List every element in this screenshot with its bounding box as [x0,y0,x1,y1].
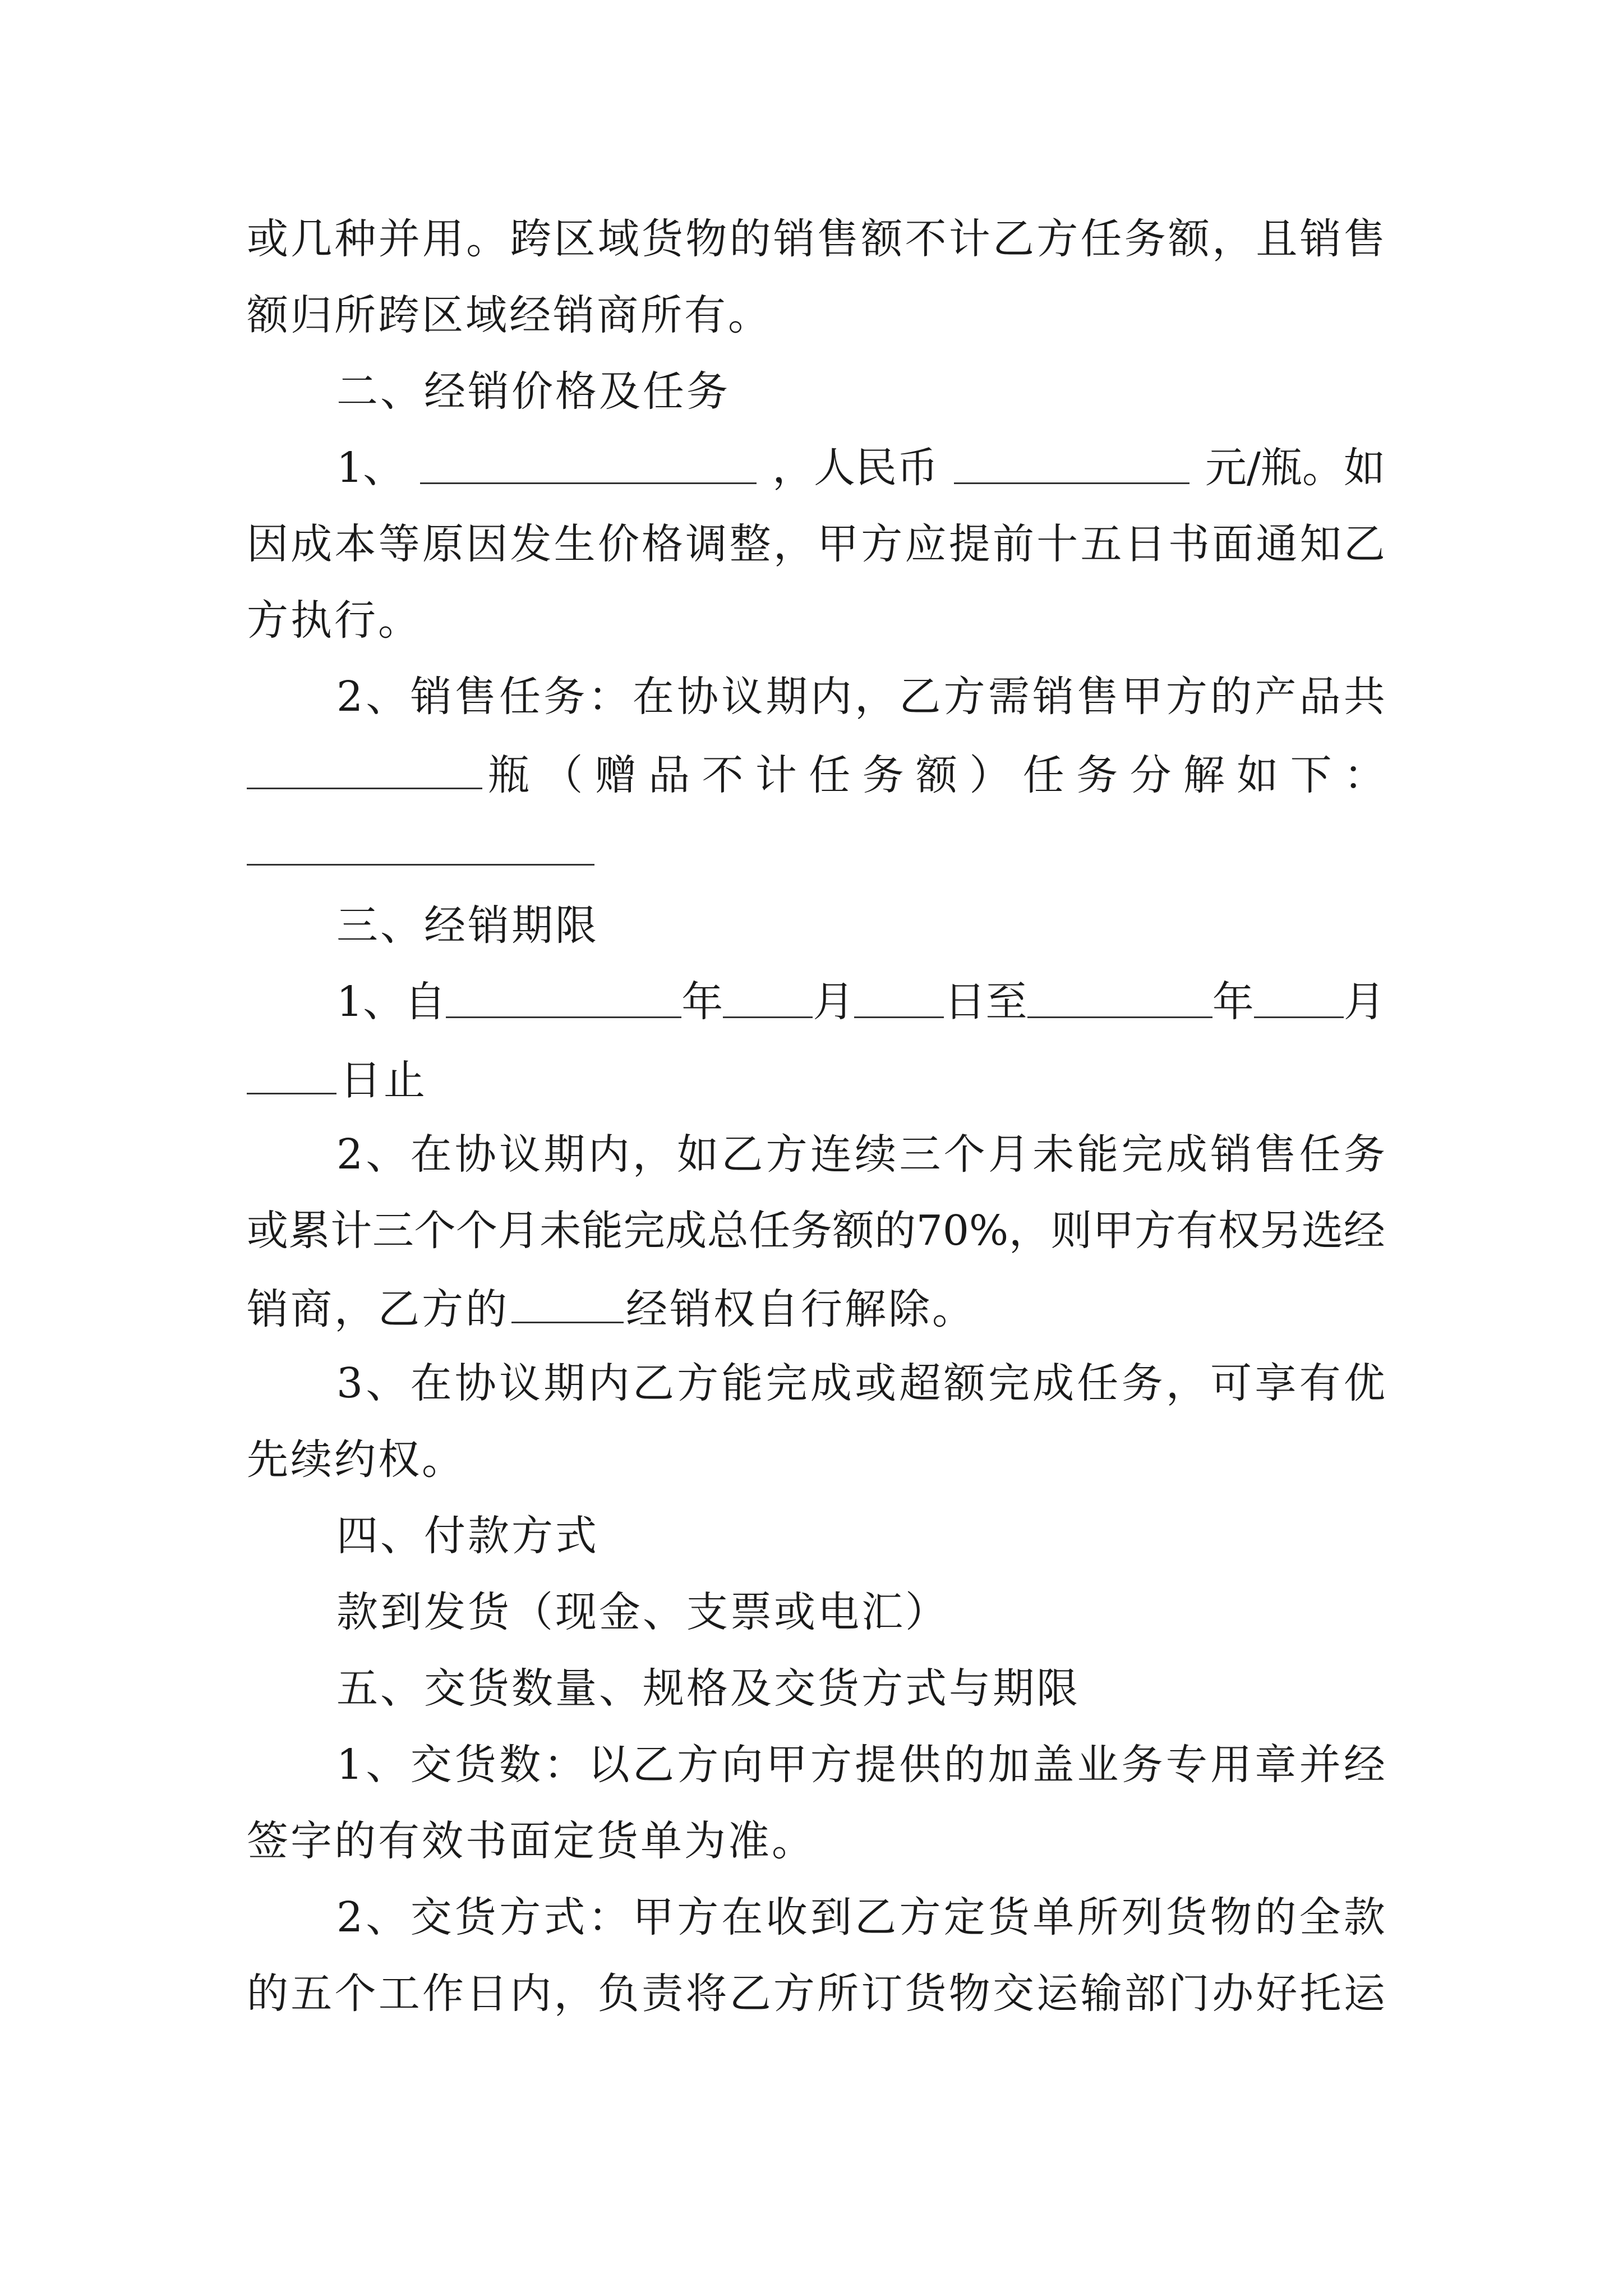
text-line: 先续约权。 [247,1435,465,1484]
text-char: 。 [466,215,508,263]
text-char: ， [1165,1359,1207,1407]
text-char: 的 [1255,1893,1297,1941]
text-char: 书 [1168,520,1210,568]
text-char: 品 [648,751,690,799]
text-char: 如 [677,1130,719,1179]
text-char: 运 [1343,1970,1385,2018]
text-char: 输 [1080,1970,1122,2018]
text-char: 完 [766,1359,808,1407]
text-char: 乙 [899,673,941,721]
text-char: 售 [1255,1130,1297,1179]
text-char: 货 [642,215,684,263]
text-segment: 1、自 [336,978,446,1026]
text-segment: ，人民币 [772,444,939,492]
text-char: 额 [916,751,957,799]
text-char: 能 [581,1207,623,1255]
text-char: 甲 [766,1741,808,1789]
text-char: 如 [1237,751,1279,799]
text-char: 或 [855,1359,897,1407]
text-char: 成 [1032,1359,1075,1407]
text-char: 域 [597,215,639,263]
text-char: 务 [1121,1359,1163,1407]
text-char: 选 [1302,1207,1344,1255]
text-char: 下 [1290,751,1332,799]
task-line [247,745,1385,803]
text-char: 的 [943,1741,985,1789]
text-char: 3 [336,1359,363,1407]
text-char: 订 [861,1970,903,2018]
text-char: 且 [1256,215,1298,263]
text-char: 经 [1343,1207,1385,1255]
text-char: 权 [1218,1207,1260,1255]
text-line [336,1355,1385,1411]
text-char: 供 [899,1741,941,1789]
text-char: 不 [905,215,947,263]
text-char: 工 [378,1970,420,2018]
text-char: 任 [1299,1130,1341,1179]
text-line [247,1966,1385,2022]
text-char: 方 [499,1893,541,1941]
section-heading-4: 四、付款方式 [336,1512,599,1560]
text-char: 议 [499,1130,541,1179]
text-line: 签字的有效书面定货单为准。 [247,1817,815,1865]
text-char: 货 [905,1970,947,2018]
text-char: 日 [466,1970,508,2018]
text-char: 所 [1077,1893,1119,1941]
text-char: 个 [334,1970,376,2018]
text-char: 发 [510,520,552,568]
text-char: 连 [810,1130,852,1179]
text-char: ， [773,520,815,568]
text-char: 价 [597,520,639,568]
text-char: 2 [336,1893,363,1941]
text-char: 通 [1256,520,1298,568]
text-char: 销 [773,215,815,263]
text-char: 完 [623,1207,665,1255]
text-char: 方 [773,1970,815,2018]
fill-blank [247,745,482,789]
text-char: 提 [855,1741,897,1789]
text-char: 原 [422,520,464,568]
text-char: 、 [366,673,408,721]
text-char: 提 [948,520,990,568]
date-line [336,974,1385,1030]
text-char: 方 [899,1893,941,1941]
text-char: 内 [810,673,852,721]
text-char: 因 [247,520,288,568]
text-char: 共 [1343,673,1385,721]
text-char: 任 [749,1207,791,1255]
text-char: ： [1344,751,1385,799]
text-char: 知 [1299,520,1341,568]
text-char: 物 [948,1970,990,2018]
text-char: 任 [1080,215,1122,263]
text-char: 并 [1299,1741,1341,1789]
text-char: ， [554,1970,596,2018]
text-char: 全 [1299,1893,1341,1941]
text-char: 的 [1210,673,1252,721]
text-char: 面 [1212,520,1254,568]
text-char: 成 [665,1207,707,1255]
text-char: 或 [247,1207,288,1255]
text-char: 整 [729,520,771,568]
fill-blank [247,821,594,866]
text-char: 在 [410,1359,452,1407]
text-segment: 日止 [340,1056,427,1105]
text-char: 成 [810,1359,852,1407]
text-char: 销 [1032,673,1075,721]
text-line [247,211,1385,267]
text-char: 章 [1255,1741,1297,1789]
text-char: 任 [1077,1359,1119,1407]
text-char: ： [543,1741,585,1789]
text-char: 经 [1343,1741,1385,1789]
text-char: 续 [855,1130,897,1179]
text-char: 在 [721,1893,763,1941]
date-line-end [247,1050,1385,1108]
text-char: 1 [336,1741,363,1789]
text-char: 计 [755,751,797,799]
text-char: 内 [588,1359,630,1407]
text-char: 期 [543,1359,585,1407]
text-char: 交 [992,1970,1034,2018]
text-char: 计 [948,215,990,263]
text-char: 乙 [729,1970,771,2018]
text-line [336,1889,1385,1945]
text-char: 任 [809,751,851,799]
text-char: 所 [817,1970,859,2018]
text-char: 协 [677,673,719,721]
section-heading-5: 五、交货数量、规格及交货方式与期限 [336,1664,1080,1713]
text-char: 期 [766,673,808,721]
text-char: 将 [685,1970,727,2018]
text-char: 好 [1256,1970,1298,2018]
text-char: 协 [454,1359,496,1407]
text-char: 区 [554,215,596,263]
text-char: 专 [1165,1741,1207,1789]
text-char: 本 [334,520,376,568]
text-char: 门 [1168,1970,1210,2018]
text-char: 货 [454,1893,496,1941]
text-char: 用 [422,215,464,263]
text-char: 三 [372,1207,414,1255]
text-char: 乙 [632,1359,674,1407]
text-char: 总 [707,1207,749,1255]
text-char: 式 [543,1893,585,1941]
text-segment: 元/瓶。如 [1205,444,1385,492]
text-char: 产 [1255,673,1297,721]
text-char: 在 [632,673,674,721]
text-segment: 年 [681,978,723,1026]
text-char: 办 [1212,1970,1254,2018]
text-char: 的 [729,215,771,263]
text-char: 部 [1124,1970,1166,2018]
text-char: 等 [378,520,420,568]
text-char: 加 [988,1741,1030,1789]
fill-blank [420,440,757,484]
text-char: 方 [943,673,985,721]
fill-blank [1254,974,1344,1018]
price-line [336,440,1385,496]
text-char: 跨 [510,215,552,263]
text-char: 能 [721,1359,763,1407]
text-char: 方 [1036,215,1078,263]
text-char: 以 [588,1741,630,1789]
text-char: 售 [1343,215,1385,263]
text-char: 托 [1299,1970,1341,2018]
text-char: ： [588,673,630,721]
text-char: 货 [454,1741,496,1789]
text-char: 瓶 [488,751,529,799]
text-char: 月 [497,1207,540,1255]
text-char: 内 [588,1130,630,1179]
text-segment: 月 [813,978,855,1026]
text-char: 务 [790,1207,832,1255]
text-char: 另 [1260,1207,1302,1255]
text-char: 优 [1343,1359,1385,1407]
fill-blank [954,440,1189,484]
text-char: 五 [291,1970,333,2018]
text-char: 完 [1121,1130,1163,1179]
text-char: 甲 [632,1893,674,1941]
text-char: 务 [1124,215,1166,263]
text-char: 不 [702,751,744,799]
text-char: （ [541,751,583,799]
text-char: 在 [410,1130,452,1179]
text-line: 额归所跨区域经销商所有。 [247,291,772,339]
text-char: 未 [1032,1130,1075,1179]
text-char: 五 [1080,520,1122,568]
text-char: 2 [336,673,363,721]
text-char: 议 [721,673,763,721]
text-char: 格 [642,520,684,568]
section-heading-3: 三、经销期限 [336,901,599,950]
text-segment: 1、 [336,444,405,492]
fill-blank [723,974,813,1018]
text-char: 有 [1299,1359,1341,1407]
text-char: 成 [291,520,333,568]
text-line: 款到发货（现金、支票或电汇） [336,1588,949,1636]
text-char: 任 [1022,751,1064,799]
text-segment: 经销权自行解除。 [626,1285,976,1333]
text-char: 列 [1121,1893,1163,1941]
text-char: 、 [366,1893,408,1941]
text-char: 作 [422,1970,464,2018]
text-line [247,516,1385,572]
text-char: 方 [677,1741,719,1789]
text-char: ， [632,1130,674,1179]
text-char: 方 [1134,1207,1176,1255]
text-char: 内 [510,1970,552,2018]
text-char: 到 [810,1893,852,1941]
text-char: 务 [862,751,904,799]
text-char: 生 [554,520,596,568]
text-char: 务 [543,673,585,721]
text-char: 售 [817,215,859,263]
text-char: 收 [766,1893,808,1941]
fill-blank [854,974,944,1018]
text-char: 额 [832,1207,874,1255]
text-segment: 月 [1343,978,1385,1026]
text-char: 并 [378,215,420,263]
fill-blank [247,1050,336,1094]
text-segment: 年 [1212,978,1254,1026]
text-char: 物 [1210,1893,1252,1941]
text-char: 或 [247,215,288,263]
text-char: 责 [642,1970,684,2018]
text-char: 解 [1183,751,1225,799]
text-char: 货 [988,1893,1030,1941]
text-char: 则 [1050,1207,1092,1255]
text-line [247,1203,1385,1259]
text-char: 议 [499,1359,541,1407]
text-char: ： [588,1893,630,1941]
text-char: 累 [288,1207,330,1255]
text-char: 乙 [992,215,1034,263]
text-char: 业 [1077,1741,1119,1789]
text-char: 甲 [1121,673,1163,721]
text-char: ， [855,673,897,721]
text-char: 计 [330,1207,372,1255]
fill-blank [446,974,681,1018]
text-char: 方 [766,1130,808,1179]
text-char: 售 [454,673,496,721]
text-char: 款 [1343,1893,1385,1941]
text-char: 销 [410,673,452,721]
text-line [336,1737,1385,1793]
text-char: 负 [597,1970,639,2018]
text-char: 个 [943,1130,985,1179]
text-char: 交 [410,1741,452,1789]
text-char: 售 [1077,673,1119,721]
text-char: 、 [366,1359,408,1407]
text-line [336,1126,1385,1182]
text-char: 甲 [817,520,859,568]
text-char: 、 [366,1130,408,1179]
text-char: 销 [1210,1130,1252,1179]
text-char: 方 [677,1359,719,1407]
text-char: 运 [1036,1970,1078,2018]
text-char: 协 [454,1130,496,1179]
text-char: 乙 [632,1741,674,1789]
fill-blank [511,1279,624,1323]
text-char: 、 [366,1741,408,1789]
text-char: 前 [992,520,1034,568]
text-char: 务 [1343,1130,1385,1179]
text-line: 方执行。 [247,596,422,645]
text-char: 应 [905,520,947,568]
text-char: 能 [1077,1130,1119,1179]
text-char: 完 [988,1359,1030,1407]
text-char: 货 [1165,1893,1207,1941]
blank-line [247,821,1385,880]
text-char: 乙 [1343,520,1385,568]
text-char: 赠 [594,751,637,799]
text-char: ， [1008,1207,1050,1255]
text-char: 可 [1210,1359,1252,1407]
rights-line [247,1279,1385,1337]
text-char: 分 [1129,751,1172,799]
text-char: 未 [540,1207,582,1255]
text-char: 额 [1168,215,1210,263]
text-line [336,669,1385,725]
text-char: 向 [721,1741,763,1789]
text-char: 额 [861,215,903,263]
text-char: 因 [466,520,508,568]
text-char: 调 [685,520,727,568]
text-char: 有 [1176,1207,1218,1255]
text-char: 乙 [721,1130,763,1179]
text-char: 需 [988,673,1030,721]
text-char: 额 [943,1359,985,1407]
text-char: 务 [1121,1741,1163,1789]
text-char: 盖 [1032,1741,1075,1789]
text-char: 70% [916,1207,1009,1255]
text-segment: 销商，乙方的 [247,1285,509,1333]
text-char: ， [1212,215,1254,263]
text-char: 方 [1165,673,1207,721]
text-char: 个 [456,1207,498,1255]
text-char: 数 [499,1741,541,1789]
text-char: 几 [291,215,333,263]
text-char: 超 [899,1359,941,1407]
text-char: 任 [499,673,541,721]
text-char: 交 [410,1893,452,1941]
text-char: 的 [874,1207,916,1255]
text-char: 物 [685,215,727,263]
text-char: 成 [1165,1130,1207,1179]
text-char: 方 [810,1741,852,1789]
text-char: 享 [1255,1359,1297,1407]
text-char: 品 [1299,673,1341,721]
text-char: 月 [988,1130,1030,1179]
text-char: 用 [1210,1741,1252,1789]
text-char: 单 [1032,1893,1075,1941]
text-char: 销 [1299,215,1341,263]
text-char: 务 [1076,751,1118,799]
text-segment: 日至 [944,978,1027,1026]
text-segment [488,747,1385,803]
text-char: 日 [1124,520,1166,568]
text-char: 的 [247,1970,288,2018]
text-char: 期 [543,1130,585,1179]
fill-blank [1027,974,1212,1018]
text-char: ） [969,751,1011,799]
text-char: 乙 [855,1893,897,1941]
text-char: 方 [861,520,903,568]
section-heading-2: 二、经销价格及任务 [336,367,730,416]
text-char: 定 [943,1893,985,1941]
text-char: 个 [414,1207,456,1255]
text-char: 十 [1036,520,1078,568]
text-char: 2 [336,1130,363,1179]
text-char: 种 [334,215,376,263]
text-char: 三 [899,1130,941,1179]
text-char: 甲 [1092,1207,1135,1255]
text-char: 方 [677,1893,719,1941]
